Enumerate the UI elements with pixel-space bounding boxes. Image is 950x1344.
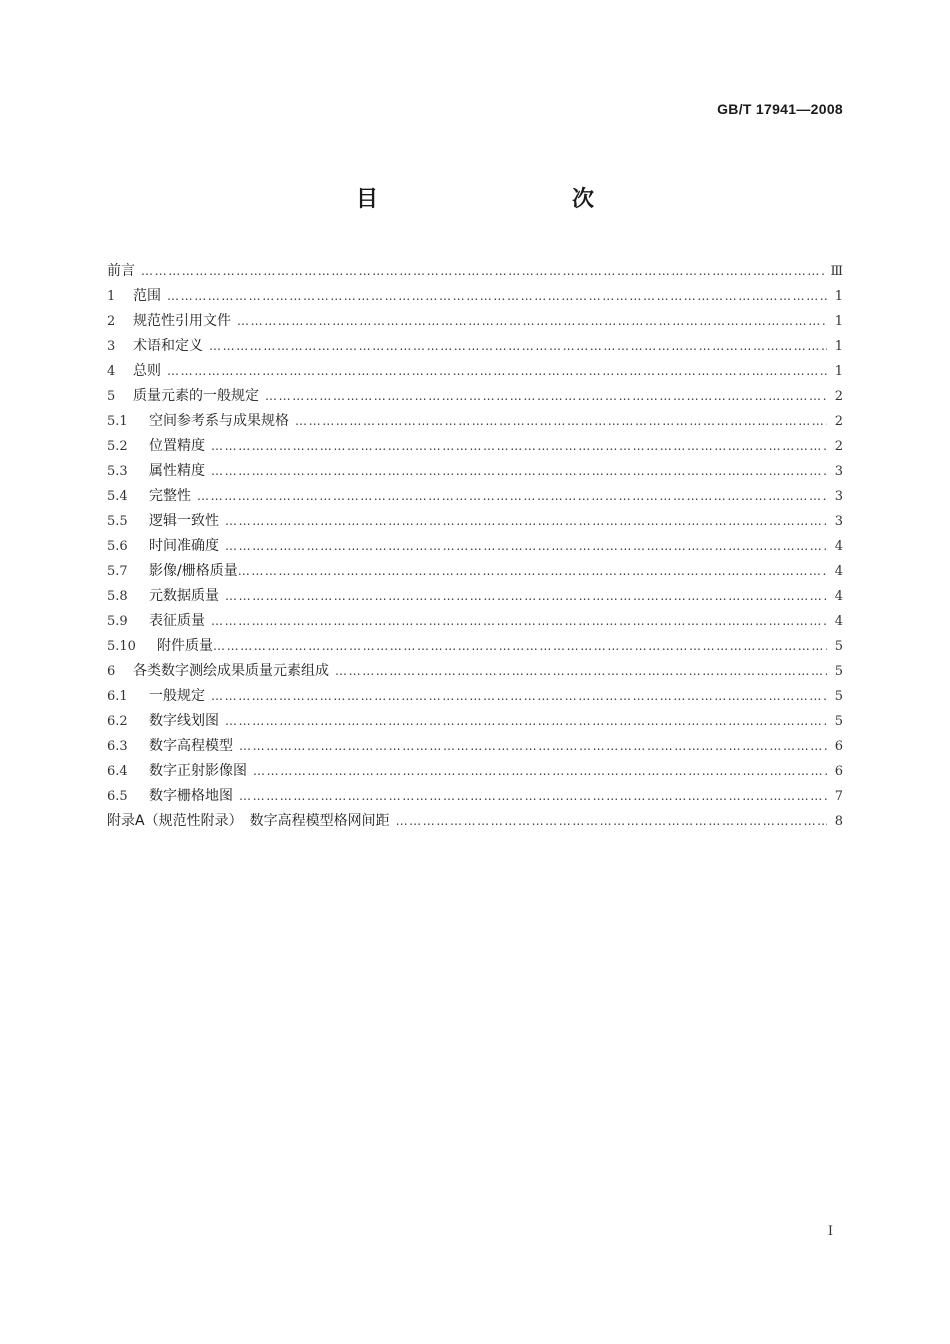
toc-entry-3[interactable] [107,334,843,359]
toc-entry-5[interactable] [107,384,843,409]
toc-entry-foreword[interactable] [107,259,843,284]
toc-entry-5-2[interactable] [107,434,843,459]
toc-leader-dots [239,784,827,809]
toc-entry-title: 表征质量 [149,613,205,629]
toc-entry-title: 影像/栅格质量 [149,563,238,579]
toc-leader-dots [141,259,824,284]
toc-entry-page: 1 [834,364,843,379]
toc-entry-number: 5.10 [107,639,136,654]
toc-entry-5-6[interactable] [107,534,843,559]
toc-entry-page: 5 [834,639,843,654]
toc-entry-title: 各类数字测绘成果质量元素组成 [133,663,329,679]
toc-entry-page: 4 [834,589,843,604]
toc-leader-dots [265,384,827,409]
toc-entry-4[interactable] [107,359,843,384]
toc-entry-5-1[interactable] [107,409,843,434]
toc-leader-dots [211,609,827,634]
toc-leader-dots [167,284,827,309]
toc-entry-number: 5.2 [107,439,128,454]
toc-entry-number: 5.9 [107,614,128,629]
toc-entry-1[interactable] [107,284,843,309]
toc-entry-page: Ⅲ [830,264,843,279]
toc-entry-page: 2 [834,414,843,429]
toc-leader-dots [211,434,827,459]
toc-entry-title: 质量元素的一般规定 [133,388,259,404]
toc-leader-dots [396,809,827,834]
toc-title: 目 次 [355,187,644,212]
toc-entry-number: 5.3 [107,464,128,479]
toc-entry-number: 5.8 [107,589,128,604]
toc-leader-dots [211,684,827,709]
toc-entry-6-1[interactable] [107,684,843,709]
toc-entry-6-4[interactable] [107,759,843,784]
toc-entry-5-3[interactable] [107,459,843,484]
toc-entry-number: 2 [107,314,116,329]
toc-entry-number: 5.7 [107,564,128,579]
toc-entry-title: 数字栅格地图 [149,788,233,804]
toc-entry-page: 4 [834,614,843,629]
toc-leader-dots [225,584,827,609]
toc-entry-page: 3 [834,464,843,479]
toc-entry-title: 总则 [133,363,161,379]
toc-entry-page: 1 [834,339,843,354]
toc-entry-page: 3 [834,489,843,504]
toc-entry-appendix-a[interactable] [107,809,843,834]
toc-entry-title: 时间准确度 [149,538,219,554]
toc-entry-page: 3 [834,514,843,529]
toc-entry-page: 5 [834,664,843,679]
toc-entry-title: 范围 [133,288,161,304]
toc-entry-number: 5.1 [107,414,128,429]
toc-entry-page: 6 [834,764,843,779]
toc-entry-number: 5.5 [107,514,128,529]
toc-entry-title: 元数据质量 [149,588,219,604]
toc-entry-6-3[interactable] [107,734,843,759]
toc-entry-5-9[interactable] [107,609,843,634]
toc-entry-page: 1 [834,289,843,304]
toc-entry-number: 6.2 [107,714,128,729]
toc-leader-dots [237,309,827,334]
toc-entry-title: 数字高程模型 [149,738,233,754]
toc-entry-title: 附件质量 [157,638,213,654]
toc-leader-dots [197,484,827,509]
toc-entry-6-5[interactable] [107,784,843,809]
toc-entry-5-7[interactable] [107,559,843,584]
toc-leader-dots [211,459,827,484]
standard-code: GB/T 17941—2008 [717,101,843,117]
toc-leader-dots [209,334,827,359]
toc-entry-2[interactable] [107,309,843,334]
toc-entry-page: 5 [834,714,843,729]
toc-entry-5-10[interactable] [107,634,843,659]
toc-entry-title: 逻辑一致性 [149,513,219,529]
toc-entry-5-5[interactable] [107,509,843,534]
toc-leader-dots [238,559,827,584]
toc-entry-page: 5 [834,689,843,704]
toc-entry-number: 5 [107,389,116,404]
toc-entry-page: 2 [834,389,843,404]
toc-entry-number: 5.4 [107,489,128,504]
toc-entry-page: 2 [834,439,843,454]
toc-entry-title: 完整性 [149,488,191,504]
toc-entry-title: 一般规定 [149,688,205,704]
toc-entry-title: 数字正射影像图 [149,763,247,779]
toc-entry-number: 4 [107,364,116,379]
toc-entry-title: 空间参考系与成果规格 [149,413,289,429]
toc-entry-page: 8 [834,814,843,829]
toc-entry-title: 规范性引用文件 [133,313,231,329]
toc-entry-number: 6.5 [107,789,128,804]
toc-entry-title: 前言 [107,263,135,279]
toc-entry-page: 4 [834,539,843,554]
toc-entry-number: 5.6 [107,539,128,554]
toc-entry-5-8[interactable] [107,584,843,609]
toc-entry-title: 附录A（规范性附录） 数字高程模型格网间距 [107,813,390,829]
toc-entry-page: 4 [834,564,843,579]
toc-entry-page: 6 [834,739,843,754]
toc-leader-dots [335,659,827,684]
toc-leader-dots [239,734,827,759]
toc-entry-title: 数字线划图 [149,713,219,729]
toc-entry-page: 1 [834,314,843,329]
toc-entry-number: 6.1 [107,689,128,704]
toc-entry-title: 位置精度 [149,438,205,454]
toc-entry-number: 3 [107,339,116,354]
toc-entry-6-2[interactable] [107,709,843,734]
toc-entry-6[interactable] [107,659,843,684]
toc-entry-number: 6 [107,664,116,679]
toc-entry-5-4[interactable] [107,484,843,509]
toc-leader-dots [225,709,827,734]
toc-entry-number: 6.4 [107,764,128,779]
toc-entry-number: 6.3 [107,739,128,754]
table-of-contents [107,259,843,834]
toc-entry-title: 术语和定义 [133,338,203,354]
toc-leader-dots [167,359,827,384]
toc-entry-title: 属性精度 [149,463,205,479]
page-number: I [827,1224,833,1239]
toc-leader-dots [253,759,827,784]
toc-leader-dots [295,409,827,434]
toc-leader-dots [225,509,827,534]
toc-leader-dots [225,534,827,559]
toc-leader-dots [213,634,827,659]
toc-entry-page: 7 [834,789,843,804]
toc-entry-number: 1 [107,289,116,304]
